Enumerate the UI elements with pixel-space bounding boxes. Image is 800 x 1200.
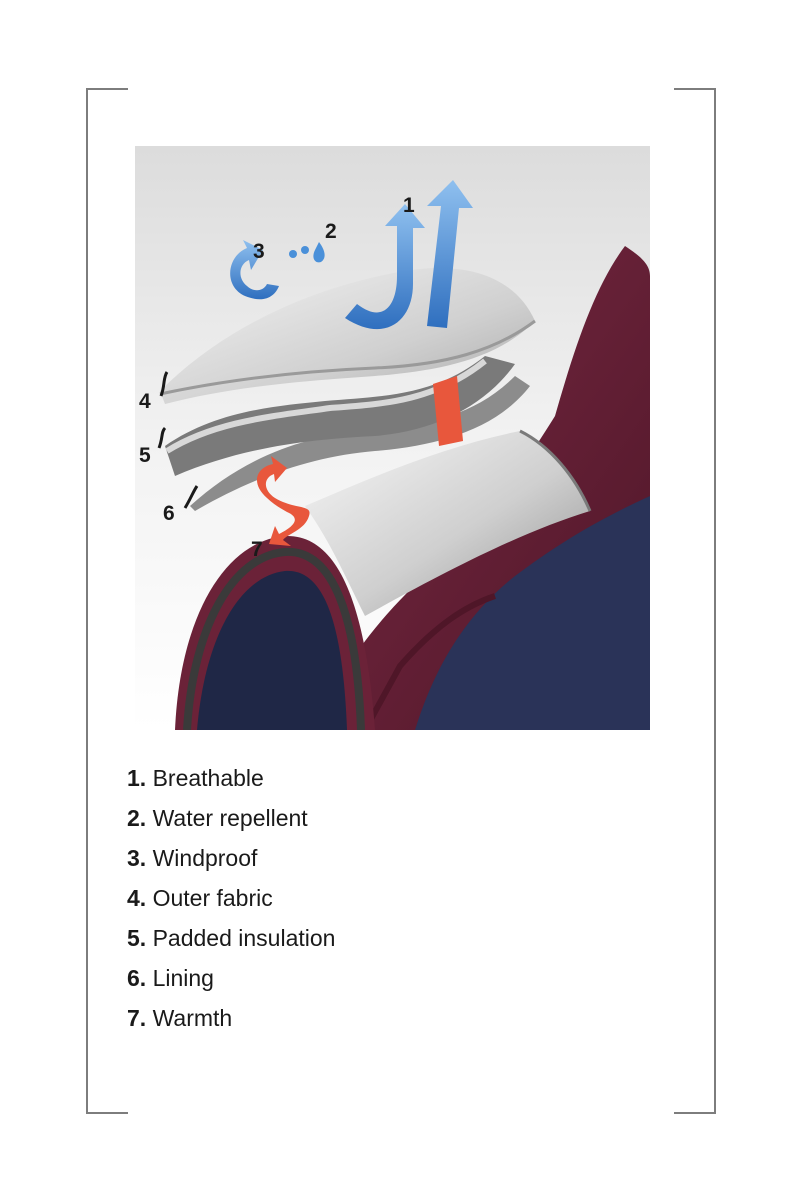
legend-number: 1. bbox=[127, 765, 147, 791]
frame-bracket-right bbox=[674, 88, 716, 1114]
legend-label: Water repellent bbox=[152, 805, 308, 831]
legend-label: Windproof bbox=[152, 845, 258, 871]
legend-list bbox=[127, 758, 335, 1038]
legend-number: 4. bbox=[127, 885, 147, 911]
callout-1: 1 bbox=[403, 194, 415, 217]
legend-item bbox=[127, 838, 335, 878]
legend-number: 2. bbox=[127, 805, 147, 831]
callout-7: 7 bbox=[251, 538, 263, 561]
callout-2: 2 bbox=[325, 220, 337, 243]
legend-label: Outer fabric bbox=[152, 885, 273, 911]
legend-label: Padded insulation bbox=[152, 925, 336, 951]
legend-label: Warmth bbox=[152, 1005, 233, 1031]
legend-item bbox=[127, 918, 335, 958]
legend-number: 7. bbox=[127, 1005, 147, 1031]
callout-4: 4 bbox=[139, 390, 151, 413]
callout-6: 6 bbox=[163, 502, 175, 525]
legend-number: 6. bbox=[127, 965, 147, 991]
frame-bracket-left bbox=[86, 88, 128, 1114]
legend-item bbox=[127, 958, 335, 998]
callout-3: 3 bbox=[253, 240, 265, 263]
legend-label: Lining bbox=[152, 965, 214, 991]
legend-number: 5. bbox=[127, 925, 147, 951]
legend-number: 3. bbox=[127, 845, 147, 871]
legend-item bbox=[127, 758, 335, 798]
legend-item bbox=[127, 878, 335, 918]
jacket-layers-illustration bbox=[135, 146, 650, 730]
legend-item bbox=[127, 998, 335, 1038]
legend-item bbox=[127, 798, 335, 838]
layers-diagram-svg bbox=[135, 146, 650, 730]
callout-5: 5 bbox=[139, 444, 151, 467]
legend-label: Breathable bbox=[152, 765, 264, 791]
